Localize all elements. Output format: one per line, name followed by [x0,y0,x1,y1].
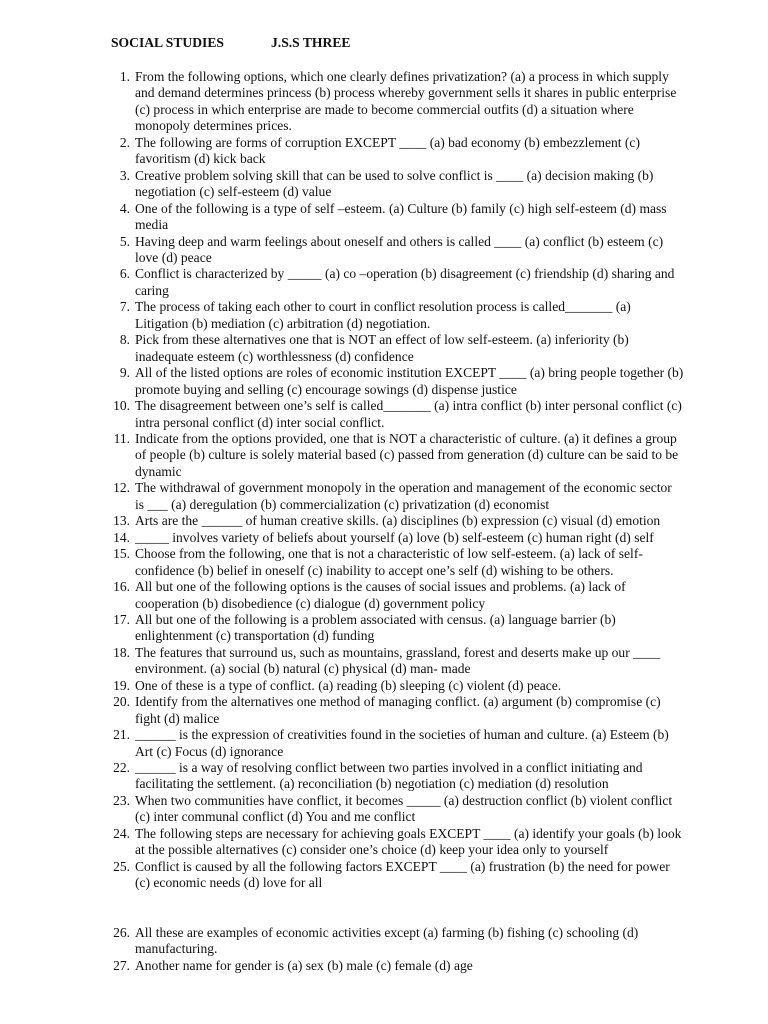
question-item [104,793,684,826]
question-number: 25. [113,858,130,874]
question-text: All of the listed options are roles of economic institution EXCEPT ____ (a) bring people together (b) promote buying and selling (c) encourage sowings (d) dispense justice [135,365,684,397]
question-number: 27. [113,957,130,973]
question-item [104,266,684,299]
question-item [104,579,684,612]
question-text: ______ is the expression of creativities found in the societies of human and culture. (a) Esteem (b) Art (c) Focus (d) ignorance [135,727,669,759]
question-text: Conflict is characterized by _____ (a) co –operation (b) disagreement (c) friendship (d) sharing and caring [135,266,675,298]
question-text: All these are examples of economic activities except (a) farming (b) fishing (c) schooling (d) manufacturing. [135,924,639,957]
document-header [111,35,350,51]
question-item [104,168,684,201]
question-item [104,859,684,892]
question-list [104,69,684,974]
question-text: ______ is a way of resolving conflict between two parties involved in a conflict initiating and facilitating the settlement. (a) reconciliation (b) negotiation (c) mediation (d) resolution [135,760,643,792]
question-text: Creative problem solving skill that can be used to solve conflict is ____ (a) decision making (b) negotiation (c) self-esteem (d) value [135,167,654,200]
question-number: 15. [113,546,130,562]
question-item [104,760,684,793]
question-number: 17. [113,611,130,627]
spacer [104,892,684,925]
question-number: 12. [113,480,130,496]
question-number: 14. [113,529,130,545]
question-item [104,431,684,480]
question-number: 6. [119,266,130,282]
question-number: 21. [113,727,130,743]
question-text: Conflict is caused by all the following factors EXCEPT ____ (a) frustration (b) the need for power (c) economic needs (d) love for all [135,858,670,891]
class-title: J.S.S THREE [271,35,351,50]
question-text: From the following options, which one clearly defines privatization? (a) a process in which supply and demand determines princess (b) process whereby government sells it shares in public enterprise (c) process in which enterprise are made to become commercial outfits (d) a situation where monopoly determines prices. [135,69,677,134]
question-number: 8. [119,332,130,348]
question-item [104,135,684,168]
question-number: 2. [119,134,130,150]
question-item [104,546,684,579]
question-number: 23. [113,792,130,808]
question-item [104,398,684,431]
question-item [104,678,684,694]
question-item [104,69,684,135]
question-number: 16. [113,579,130,595]
question-number: 9. [119,365,130,381]
question-text: The disagreement between one’s self is called_______ (a) intra conflict (b) inter personal conflict (c) intra personal conflict (d) inter social conflict. [135,398,682,430]
question-number: 3. [119,167,130,183]
question-text: Choose from the following, one that is not a characteristic of low self-esteem. (a) lack of self-confidence (b) belief in oneself (c) inability to accept one’s self (d) wishing to be others. [135,546,643,578]
question-text: The following are forms of corruption EXCEPT ____ (a) bad economy (b) embezzlement (c) favoritism (d) kick back [135,134,640,167]
question-number: 5. [119,233,130,249]
question-text: Having deep and warm feelings about oneself and others is called ____ (a) conflict (b) esteem (c) love (d) peace [135,233,664,265]
question-number: 20. [113,694,130,710]
question-text: Another name for gender is (a) sex (b) male (c) female (d) age [135,957,473,973]
question-item [104,530,684,546]
question-item [104,513,684,529]
question-text: The process of taking each other to court in conflict resolution process is called_______ (a) Litigation (b) mediation (c) arbitration (d) negotiation. [135,299,631,331]
question-item [104,826,684,859]
question-item [104,365,684,398]
question-number: 22. [113,760,130,776]
question-number: 18. [113,644,130,660]
question-number: 19. [113,677,130,693]
question-number: 4. [119,200,130,216]
question-text: The features that surround us, such as mountains, grassland, forest and deserts make up our ____ environment. (a) social (b) natural (c) physical (d) man- made [135,644,661,677]
question-item [104,694,684,727]
question-number: 7. [119,299,130,315]
question-item [104,234,684,267]
question-text: When two communities have conflict, it becomes _____ (a) destruction conflict (b) violent conflict (c) inter communal conflict (d) You and me conflict [135,792,673,825]
question-text: Pick from these alternatives one that is NOT an effect of low self-esteem. (a) inferiority (b) inadequate esteem (c) worthlessness (d) confidence [135,332,629,364]
question-text: All but one of the following options is the causes of social issues and problems. (a) lack of cooperation (b) disobedience (c) dialogue (d) government policy [135,579,626,611]
question-item [104,645,684,678]
question-text: _____ involves variety of beliefs about yourself (a) love (b) self-esteem (c) human right (d) self [135,529,654,545]
question-text: Identify from the alternatives one method of managing conflict. (a) argument (b) compromise (c) fight (d) malice [135,694,661,726]
question-number: 24. [113,825,130,841]
question-text: Arts are the ______ of human creative skills. (a) disciplines (b) expression (c) visual (d) emotion [135,513,661,529]
question-number: 13. [113,513,130,529]
question-item [104,612,684,645]
subject-title: SOCIAL STUDIES [111,35,224,50]
question-item [104,958,684,974]
question-item [104,480,684,513]
question-number: 1. [119,69,130,84]
question-text: All but one of the following is a problem associated with census. (a) language barrier (b) enlightenment (c) transportation (d) funding [135,611,616,644]
question-number: 10. [113,398,130,414]
question-item [104,727,684,760]
question-item [104,925,684,958]
question-number: 11. [113,430,130,446]
question-item [104,332,684,365]
question-item [104,201,684,234]
question-number: 26. [113,924,130,940]
question-text: Indicate from the options provided, one that is NOT a characteristic of culture. (a) it defines a group of people (b) culture is solely material based (c) passed from generation (d) culture can be said to be dynamic [135,430,679,479]
question-item [104,299,684,332]
question-text: The withdrawal of government monopoly in the operation and management of the economic sector is ___ (a) deregulation (b) commercialization (c) privatization (d) economist [135,480,672,512]
question-text: One of the following is a type of self –esteem. (a) Culture (b) family (c) high self-esteem (d) mass media [135,200,667,233]
question-text: One of these is a type of conflict. (a) reading (b) sleeping (c) violent (d) peace. [135,677,562,693]
question-text: The following steps are necessary for achieving goals EXCEPT ____ (a) identify your goals (b) look at the possible alternatives (c) consider one’s choice (d) keep your idea only to yourself [135,825,682,858]
